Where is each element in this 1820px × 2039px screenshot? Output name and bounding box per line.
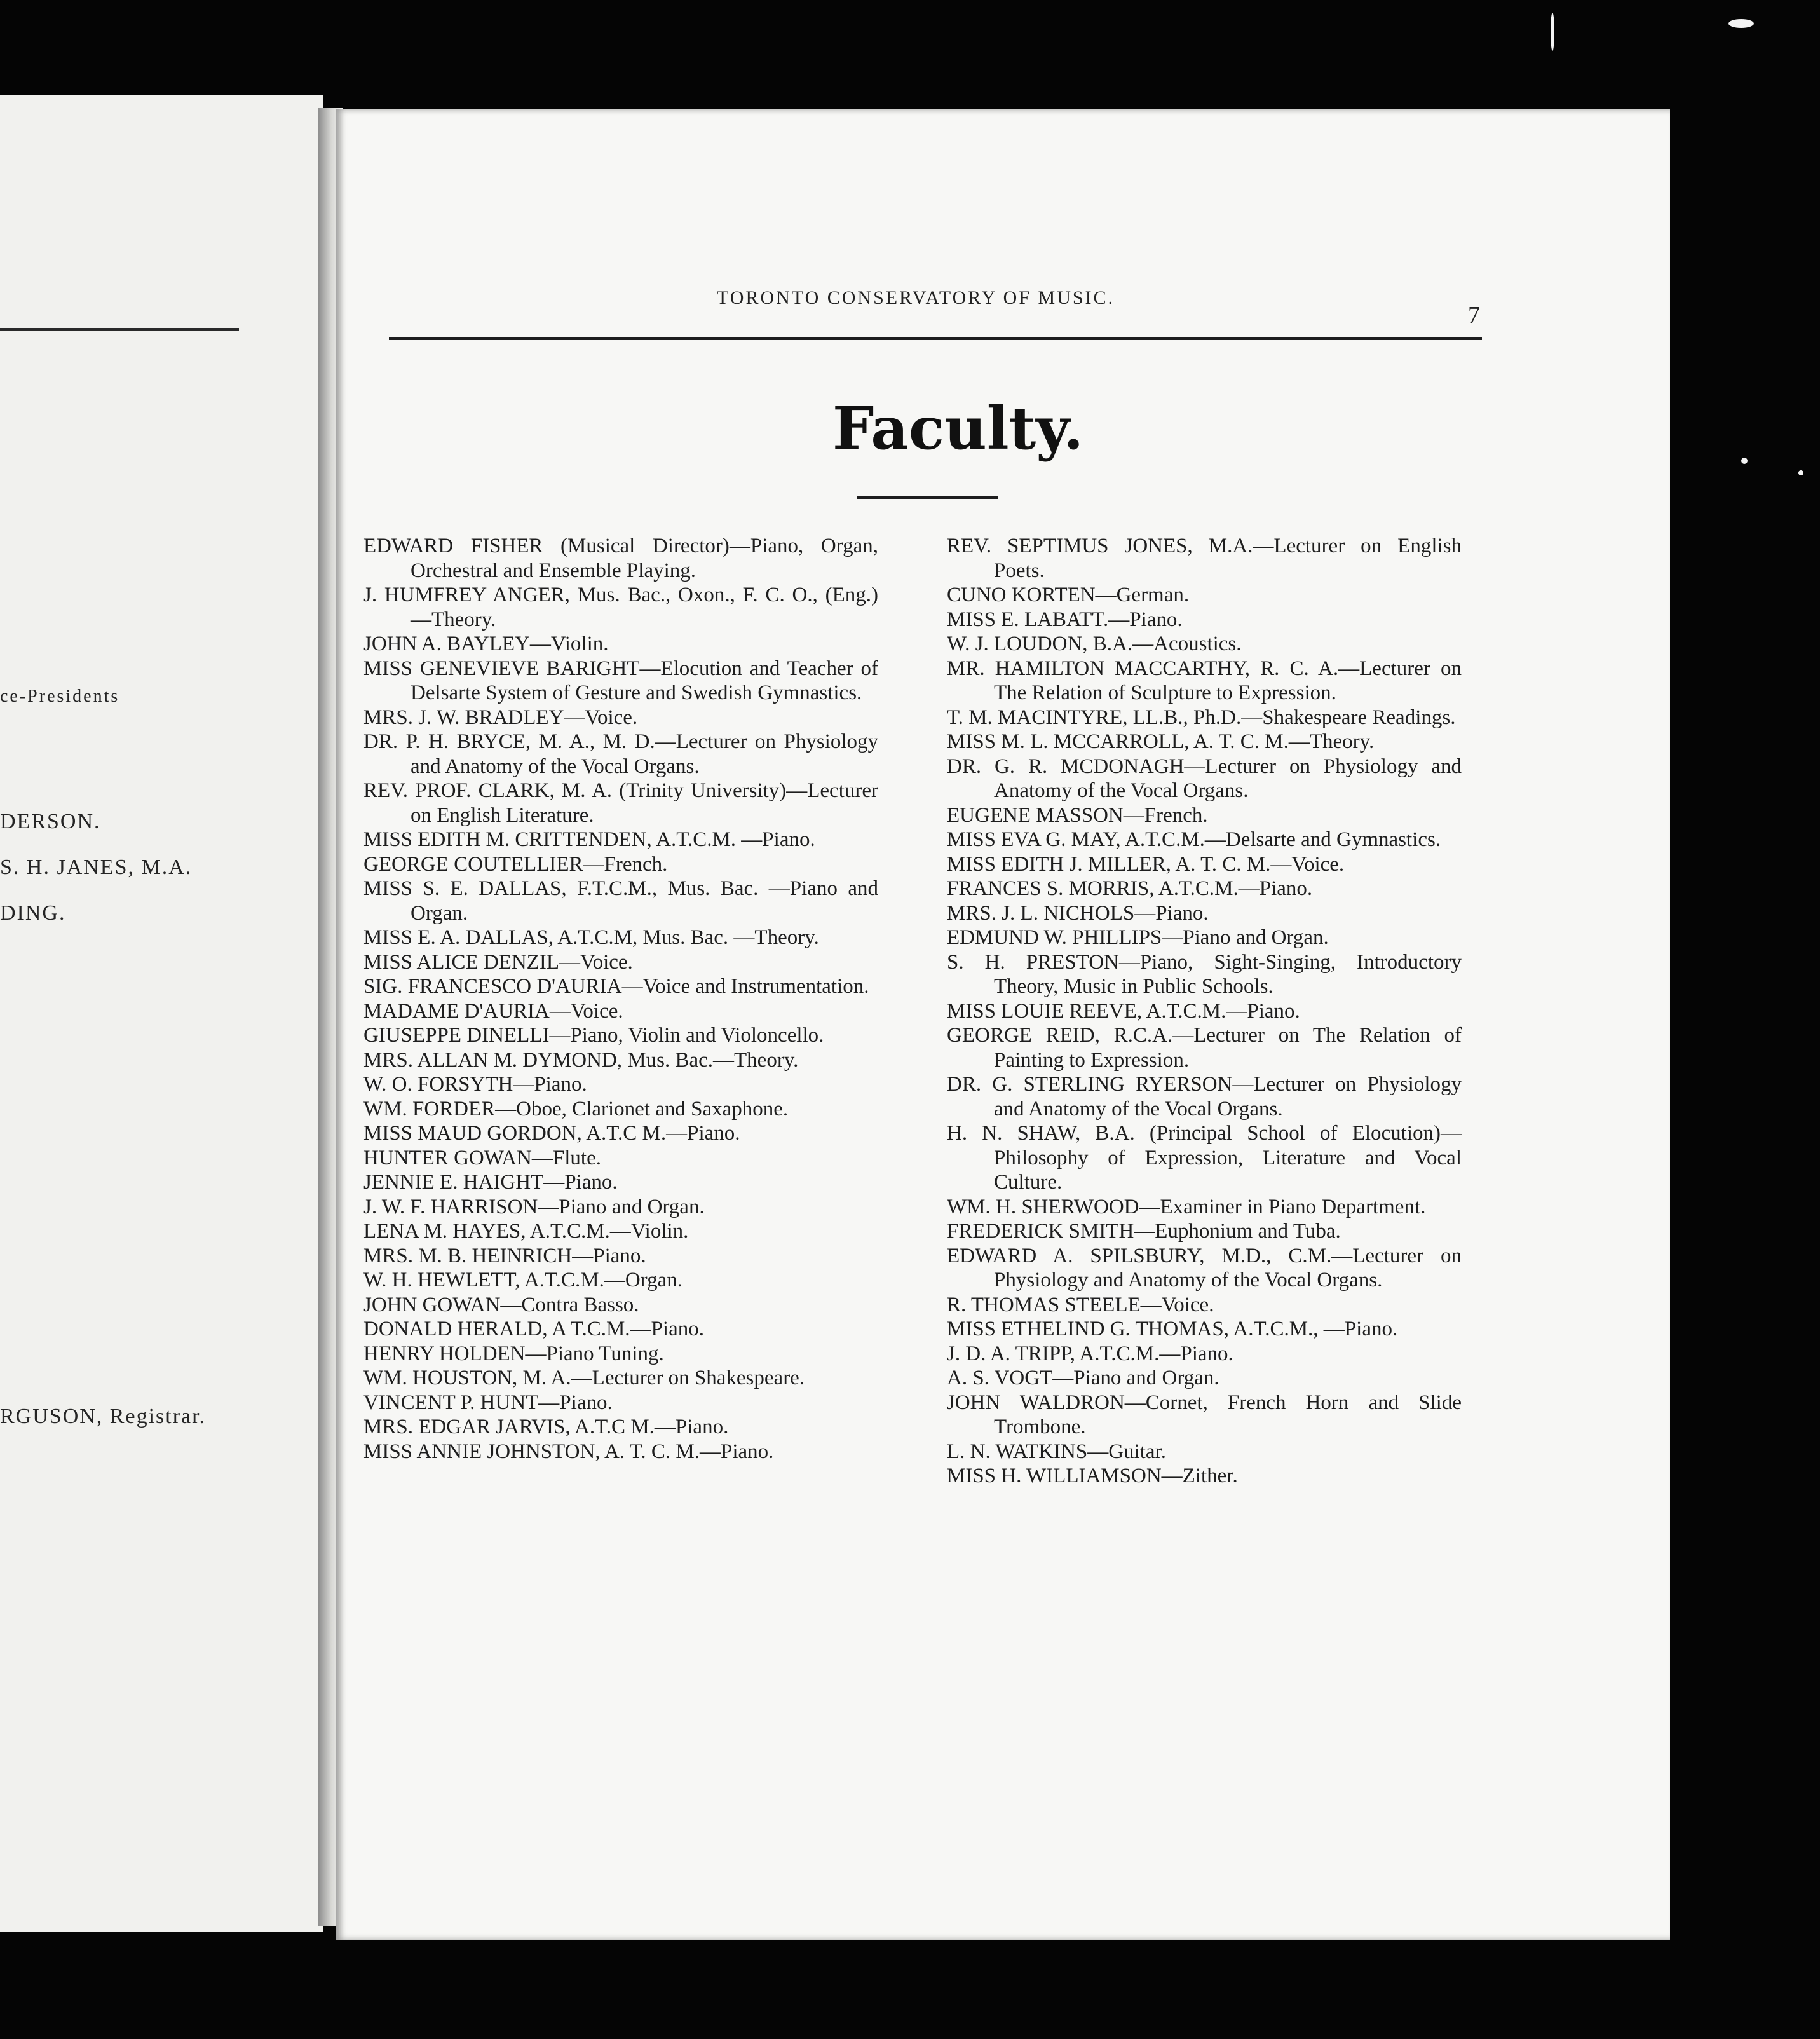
faculty-entry: MISS ETHELIND G. THOMAS, A.T.C.M., —Piano. (947, 1318, 1398, 1340)
left-page-line: DERSON. (0, 810, 101, 833)
faculty-entry: JENNIE E. HAIGHT—Piano. (363, 1171, 618, 1194)
running-head: TORONTO CONSERVATORY OF MUSIC. (717, 287, 1115, 308)
faculty-entry: MRS. M. B. HEINRICH—Piano. (363, 1244, 646, 1267)
faculty-entry: LENA M. HAYES, A.T.C.M.—Violin. (363, 1220, 689, 1243)
faculty-entry: REV. SEPTIMUS JONES, M.A.—Lecturer on English Poets. (947, 535, 1462, 582)
faculty-entry: MISS LOUIE REEVE, A.T.C.M.—Piano. (947, 999, 1300, 1023)
faculty-entry: MISS GENEVIEVE BARIGHT—Elocution and Teacher of Delsarte System of Gesture and Swedish Gymnastics. (363, 657, 878, 704)
faculty-entry: DR. P. H. BRYCE, M. A., M. D.—Lecturer on Physiology and Anatomy of the Vocal Organs. (363, 730, 878, 778)
faculty-entry: WM. HOUSTON, M. A.—Lecturer on Shakespeare. (363, 1367, 805, 1389)
faculty-entry: SIG. FRANCESCO D'AURIA—Voice and Instrumentation. (363, 975, 869, 998)
faculty-entry: MRS. J. W. BRADLEY—Voice. (363, 706, 638, 729)
film-scratch (1551, 13, 1554, 51)
faculty-entry: W. O. FORSYTH—Piano. (363, 1073, 587, 1096)
film-scratch (1728, 19, 1754, 28)
faculty-entry: MISS EVA G. MAY, A.T.C.M.—Delsarte and Gymnastics. (947, 828, 1441, 851)
faculty-entry: MISS EDITH J. MILLER, A. T. C. M.—Voice. (947, 852, 1345, 876)
faculty-entry: W. H. HEWLETT, A.T.C.M.—Organ. (363, 1269, 682, 1292)
faculty-entry: MISS M. L. MCCARROLL, A. T. C. M.—Theory. (947, 730, 1375, 753)
faculty-entry: VINCENT P. HUNT—Piano. (363, 1391, 613, 1414)
faculty-entry: DONALD HERALD, A T.C.M.—Piano. (363, 1318, 704, 1340)
faculty-entry: MISS E. A. DALLAS, A.T.C.M, Mus. Bac. —Theory. (363, 926, 819, 949)
faculty-entry: EDMUND W. PHILLIPS—Piano and Organ. (947, 926, 1329, 949)
faculty-entry: EDWARD A. SPILSBURY, M.D., C.M.—Lecturer on Physiology and Anatomy of the Vocal Organs. (947, 1244, 1462, 1292)
faculty-entry: S. H. PRESTON—Piano, Sight-Singing, Introductory Theory, Music in Public Schools. (947, 950, 1462, 998)
faculty-entry: MISS S. E. DALLAS, F.T.C.M., Mus. Bac. —Piano and Organ. (363, 877, 878, 925)
faculty-entry: JOHN A. BAYLEY—Violin. (363, 632, 609, 655)
faculty-entry: DR. G. STERLING RYERSON—Lecturer on Physiology and Anatomy of the Vocal Organs. (947, 1073, 1462, 1121)
page-number: 7 (1468, 302, 1480, 329)
faculty-entry: GEORGE COUTELLIER—French. (363, 852, 668, 876)
faculty-entry: REV. PROF. CLARK, M. A. (Trinity University)—Lecturer on English Literature. (363, 779, 878, 827)
left-page-line: S. H. JANES, M.A. (0, 856, 193, 879)
faculty-entry: MISS ALICE DENZIL—Voice. (363, 950, 633, 974)
faculty-entry: WM. FORDER—Oboe, Clarionet and Saxaphone. (363, 1097, 789, 1121)
faculty-entry: FREDERICK SMITH—Euphonium and Tuba. (947, 1220, 1341, 1243)
faculty-entry: MISS E. LABATT.—Piano. (947, 608, 1183, 631)
faculty-entry: W. J. LOUDON, B.A.—Acoustics. (947, 632, 1242, 655)
faculty-entry: WM. H. SHERWOOD—Examiner in Piano Department. (947, 1195, 1426, 1218)
faculty-entry: J. D. A. TRIPP, A.T.C.M.—Piano. (947, 1342, 1233, 1365)
faculty-entry: HUNTER GOWAN—Flute. (363, 1146, 601, 1170)
faculty-entry: MISS H. WILLIAMSON—Zither. (947, 1464, 1238, 1487)
faculty-entry: JOHN GOWAN—Contra Basso. (363, 1293, 639, 1316)
faculty-entry: MRS. EDGAR JARVIS, A.T.C M.—Piano. (363, 1415, 729, 1438)
page-title: Faculty. (832, 394, 1084, 463)
faculty-entry: GIUSEPPE DINELLI—Piano, Violin and Violoncello. (363, 1024, 824, 1047)
faculty-entry: HENRY HOLDEN—Piano Tuning. (363, 1342, 664, 1365)
left-page-line: DING. (0, 901, 66, 925)
film-speck (1798, 470, 1803, 475)
faculty-entry: H. N. SHAW, B.A. (Principal School of Elocution)—Philosophy of Expression, Literature and Vocal Culture. (947, 1122, 1462, 1194)
faculty-entry: MISS EDITH M. CRITTENDEN, A.T.C.M. —Piano. (363, 828, 815, 851)
faculty-entry: EDWARD FISHER (Musical Director)—Piano, Organ, Orchestral and Ensemble Playing. (363, 535, 878, 582)
faculty-entry: MADAME D'AURIA—Voice. (363, 999, 623, 1023)
left-page-line: ce-Presidents (0, 686, 120, 706)
faculty-entry: A. S. VOGT—Piano and Organ. (947, 1367, 1219, 1389)
left-page-line: RGUSON, Registrar. (0, 1405, 207, 1428)
faculty-entry: MISS ANNIE JOHNSTON, A. T. C. M.—Piano. (363, 1440, 774, 1463)
faculty-entry: FRANCES S. MORRIS, A.T.C.M.—Piano. (947, 877, 1313, 900)
faculty-list-left (363, 534, 878, 1464)
faculty-entry: JOHN WALDRON—Cornet, French Horn and Slide Trombone. (947, 1391, 1462, 1438)
title-rule (857, 496, 998, 499)
faculty-entry: J. HUMFREY ANGER, Mus. Bac., Oxon., F. C. O., (Eng.)—Theory. (363, 583, 878, 631)
faculty-entry: DR. G. R. MCDONAGH—Lecturer on Physiology and Anatomy of the Vocal Organs. (947, 754, 1462, 802)
faculty-entry: J. W. F. HARRISON—Piano and Organ. (363, 1195, 705, 1218)
faculty-entry: R. THOMAS STEELE—Voice. (947, 1293, 1214, 1316)
faculty-entry: MRS. J. L. NICHOLS—Piano. (947, 901, 1209, 925)
faculty-entry: T. M. MACINTYRE, LL.B., Ph.D.—Shakespeare Readings. (947, 706, 1456, 729)
faculty-entry: MRS. ALLAN M. DYMOND, Mus. Bac.—Theory. (363, 1048, 799, 1072)
left-page-rule (0, 328, 239, 331)
left-page (0, 95, 323, 1932)
faculty-entry: EUGENE MASSON—French. (947, 803, 1208, 827)
faculty-entry: MR. HAMILTON MACCARTHY, R. C. A.—Lecturer on The Relation of Sculpture to Expression. (947, 657, 1462, 704)
faculty-list-right (947, 534, 1462, 1489)
faculty-entry: CUNO KORTEN—German. (947, 583, 1190, 606)
film-speck (1741, 458, 1748, 464)
faculty-entry: GEORGE REID, R.C.A.—Lecturer on The Relation of Painting to Expression. (947, 1024, 1462, 1072)
faculty-entry: MISS MAUD GORDON, A.T.C M.—Piano. (363, 1122, 740, 1145)
faculty-entry: L. N. WATKINS—Guitar. (947, 1440, 1166, 1463)
header-rule (389, 337, 1482, 340)
